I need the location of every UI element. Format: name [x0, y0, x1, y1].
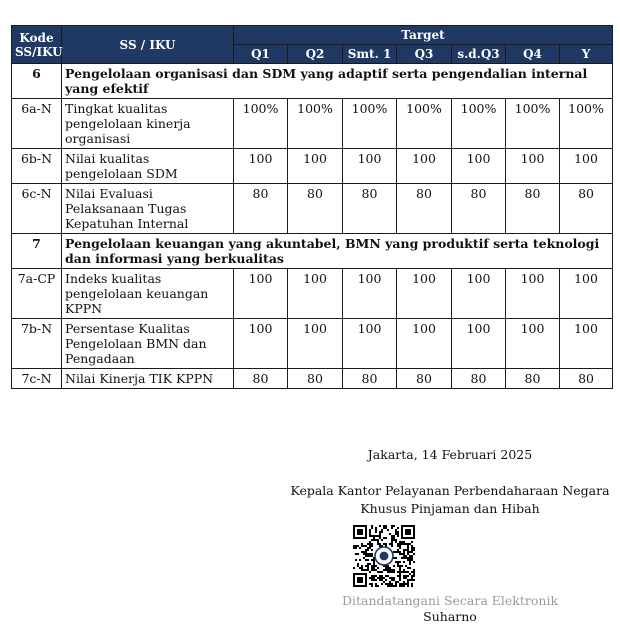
target-value: 100%	[288, 99, 343, 149]
target-value: 100	[452, 319, 506, 369]
section-title: Pengelolaan organisasi dan SDM yang adaptif serta pengendalian internal yang efektif	[62, 64, 613, 99]
target-value: 80	[506, 184, 560, 234]
target-value: 80	[397, 369, 452, 389]
row-kode: 7c-N	[12, 369, 62, 389]
target-value: 100	[343, 269, 397, 319]
table-row	[12, 269, 613, 319]
row-kode: 6a-N	[12, 99, 62, 149]
section-row	[12, 234, 613, 269]
target-value: 100	[397, 319, 452, 369]
table-row	[12, 184, 613, 234]
header-period: Q1	[234, 45, 288, 64]
indicator-name: Nilai kualitas pengelolaan SDM	[62, 149, 234, 184]
target-value: 100%	[343, 99, 397, 149]
qr-code-icon	[353, 525, 415, 587]
table-row	[12, 369, 613, 389]
target-value: 100	[234, 149, 288, 184]
target-value: 100	[343, 149, 397, 184]
target-value: 100%	[397, 99, 452, 149]
target-value: 80	[343, 184, 397, 234]
target-value: 100	[506, 269, 560, 319]
table-row	[12, 319, 613, 369]
target-value: 100%	[506, 99, 560, 149]
header-period: Y	[560, 45, 613, 64]
row-kode: 6c-N	[12, 184, 62, 234]
target-value: 80	[397, 184, 452, 234]
target-value: 80	[288, 184, 343, 234]
target-table	[11, 25, 613, 389]
header-period: Q3	[397, 45, 452, 64]
row-kode: 6b-N	[12, 149, 62, 184]
target-value: 100%	[560, 99, 613, 149]
target-value: 80	[343, 369, 397, 389]
header-target: Target	[234, 26, 613, 45]
target-value: 80	[452, 184, 506, 234]
header-period: s.d.Q3	[452, 45, 506, 64]
e-signature-note: Ditandatangani Secara Elektronik	[341, 593, 559, 608]
indicator-name: Nilai Kinerja TIK KPPN	[62, 369, 234, 389]
target-value: 80	[560, 184, 613, 234]
signatory-name: Suharno	[423, 609, 477, 624]
target-value: 100	[397, 149, 452, 184]
target-value: 100	[288, 319, 343, 369]
target-value: 100	[560, 319, 613, 369]
target-value: 100	[234, 269, 288, 319]
indicator-name: Nilai Evaluasi Pelaksanaan Tugas Kepatuhan Internal	[62, 184, 234, 234]
target-value: 80	[288, 369, 343, 389]
table-row	[12, 149, 613, 184]
row-kode: 7	[12, 234, 62, 269]
target-value: 80	[234, 369, 288, 389]
header-period: Q2	[288, 45, 343, 64]
place-date: Jakarta, 14 Februari 2025	[367, 447, 533, 462]
section-title: Pengelolaan keuangan yang akuntabel, BMN yang produktif serta teknologi dan informasi yang berkualitas	[62, 234, 613, 269]
target-value: 100	[560, 269, 613, 319]
target-value: 80	[506, 369, 560, 389]
target-value: 100	[506, 319, 560, 369]
target-value: 100	[452, 269, 506, 319]
indicator-name: Indeks kualitas pengelolaan keuangan KPPN	[62, 269, 234, 319]
target-value: 100	[234, 319, 288, 369]
row-kode: 7a-CP	[12, 269, 62, 319]
section-row	[12, 64, 613, 99]
header-kode: Kode SS/IKU	[12, 26, 62, 64]
header-ss-iku: SS / IKU	[62, 26, 234, 64]
target-value: 100	[397, 269, 452, 319]
indicator-name: Persentase Kualitas Pengelolaan BMN dan Pengadaan	[62, 319, 234, 369]
target-value: 100	[452, 149, 506, 184]
header-period: Q4	[506, 45, 560, 64]
target-value: 80	[452, 369, 506, 389]
table-body	[12, 64, 613, 389]
indicator-name: Tingkat kualitas pengelolaan kinerja organisasi	[62, 99, 234, 149]
target-value: 100	[288, 149, 343, 184]
header-period: Smt. 1	[343, 45, 397, 64]
row-kode: 7b-N	[12, 319, 62, 369]
target-value: 100	[506, 149, 560, 184]
target-value: 100%	[234, 99, 288, 149]
target-value: 100%	[452, 99, 506, 149]
row-kode: 6	[12, 64, 62, 99]
target-value: 100	[560, 149, 613, 184]
position-line-2: Khusus Pinjaman dan Hibah	[360, 501, 540, 516]
position-line-1: Kepala Kantor Pelayanan Perbendaharaan Negara	[290, 483, 610, 498]
table-row	[12, 99, 613, 149]
target-value: 80	[234, 184, 288, 234]
target-value: 100	[288, 269, 343, 319]
target-value: 100	[343, 319, 397, 369]
target-value: 80	[560, 369, 613, 389]
